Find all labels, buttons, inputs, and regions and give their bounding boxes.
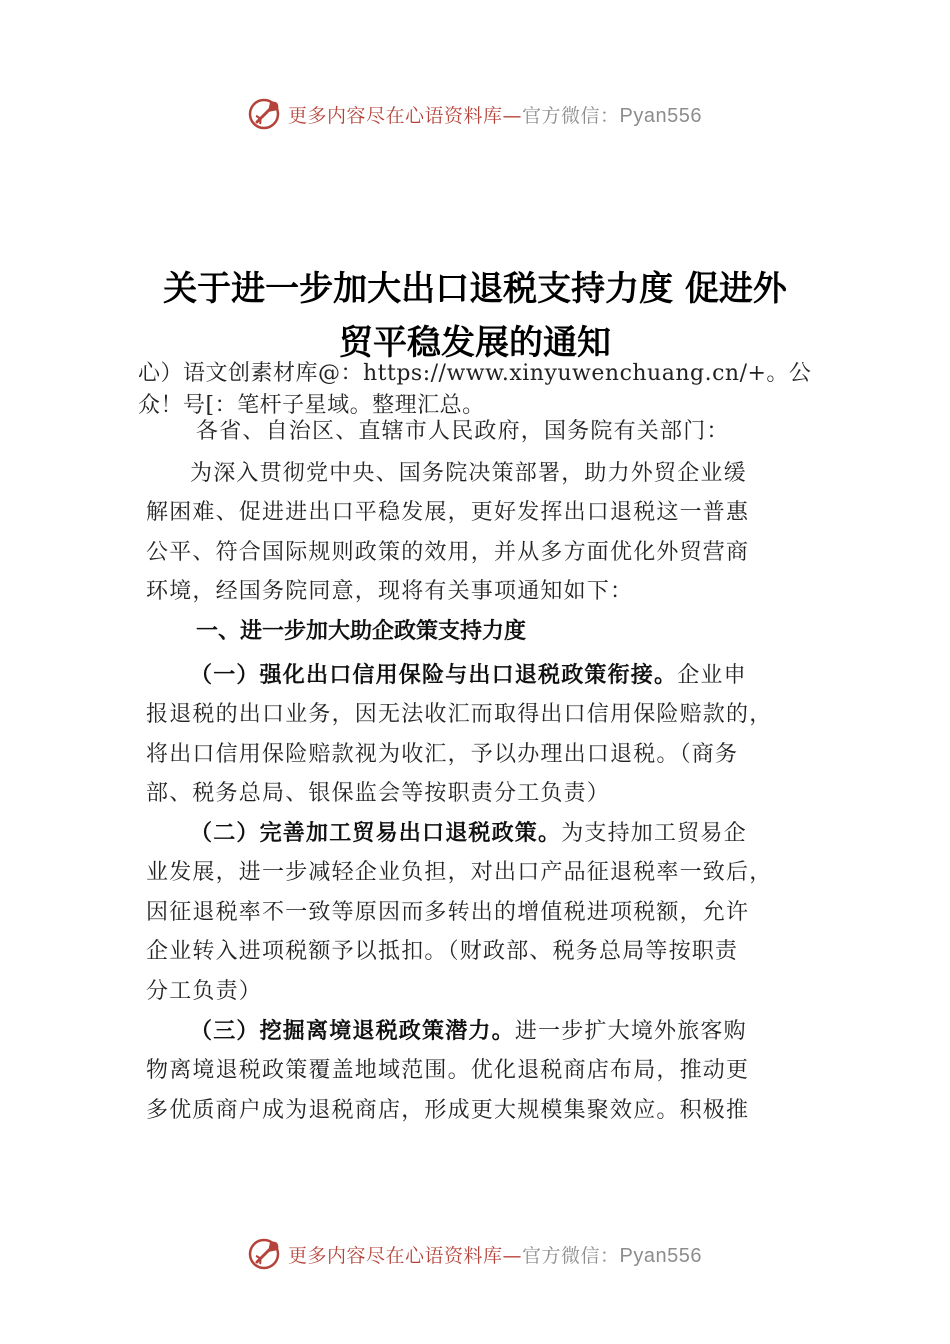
banner-library-text: 更多内容尽在心语资料库—	[288, 1244, 523, 1267]
paragraph-line: 物离境退税政策覆盖地域范围。优化退税商店布局，推动更	[146, 1058, 750, 1084]
banner-wechat-id: Pyan556	[619, 1244, 702, 1267]
source-note	[138, 358, 828, 422]
paragraph-line: 多优质商户成为退税商店，形成更大规模集聚效应。积极推	[146, 1097, 750, 1123]
salutation: 各省、自治区、直辖市人民政府，国务院有关部门：	[196, 419, 730, 444]
item-1-lead: （一）强化出口信用保险与出口退税政策衔接。	[190, 662, 678, 688]
banner-wechat-label: 官方微信：	[522, 104, 620, 127]
section-heading: 一、进一步加大助企政策支持力度	[196, 619, 527, 644]
paragraph-line: 为深入贯彻党中央、国务院决策部署，助力外贸企业缓	[190, 461, 747, 486]
item-1-paragraph	[146, 656, 811, 814]
item-2-lead: （二）完善加工贸易出口退税政策。	[190, 820, 562, 846]
banner-wechat-label: 官方微信：	[522, 1244, 620, 1267]
paragraph-line	[146, 1012, 811, 1051]
source-note-line-2: 众！号[：笔杆子星域。整理汇总。	[138, 393, 485, 418]
paragraph-line: 报退税的出口业务，因无法收汇而取得出口信用保险赔款的，	[146, 702, 773, 728]
banner-library-text: 更多内容尽在心语资料库—	[288, 104, 523, 127]
item-1-first: 企业申	[677, 663, 747, 688]
item-2-paragraph	[146, 814, 811, 1011]
banner-text	[288, 1241, 702, 1268]
intro-paragraph	[146, 454, 811, 612]
footer-banner	[0, 1232, 950, 1276]
paragraph-line: 因征退税率不一致等原因而多转出的增值税进项税额，允许	[146, 899, 750, 925]
paragraph-line: 将出口信用保险赔款视为收汇，予以办理出口退税。（商务	[146, 741, 739, 767]
paragraph-line: 公平、符合国际规则政策的效用，并从多方面优化外贸营商	[146, 539, 750, 565]
quill-logo-icon	[248, 1236, 284, 1272]
paragraph-line	[146, 814, 811, 853]
paragraph-line: 业发展，进一步减轻企业负担，对出口产品征退税率一致后，	[146, 860, 773, 886]
banner-wechat-id: Pyan556	[619, 104, 702, 127]
paragraph-line: 解困难、促进进出口平稳发展，更好发挥出口退税这一普惠	[146, 500, 750, 526]
paragraph-line: 分工负责）	[146, 978, 263, 1004]
title-line-1: 关于进一步加大出口退税支持力度 促进外	[163, 269, 787, 309]
item-3-first: 进一步扩大境外旅客购	[514, 1019, 747, 1044]
banner-text	[288, 101, 702, 128]
source-note-line-1: 心）语文创素材库@：https://www.xinyuwenchuang.cn/+。公	[138, 361, 812, 386]
document-title	[100, 262, 850, 370]
item-3-paragraph	[146, 1012, 811, 1130]
paragraph-line: 环境，经国务院同意，现将有关事项通知如下：	[146, 579, 634, 605]
quill-logo-icon	[248, 96, 284, 132]
paragraph-line: 企业转入进项税额予以抵扣。（财政部、税务总局等按职责	[146, 939, 739, 965]
paragraph-line: 部、税务总局、银保监会等按职责分工负责）	[146, 781, 611, 807]
item-2-first: 为支持加工贸易企	[561, 821, 747, 846]
title-line-2: 贸平稳发展的通知	[339, 323, 611, 363]
item-3-lead: （三）挖掘离境退税政策潜力。	[190, 1018, 515, 1044]
paragraph-line	[146, 656, 811, 695]
header-banner	[0, 92, 950, 136]
